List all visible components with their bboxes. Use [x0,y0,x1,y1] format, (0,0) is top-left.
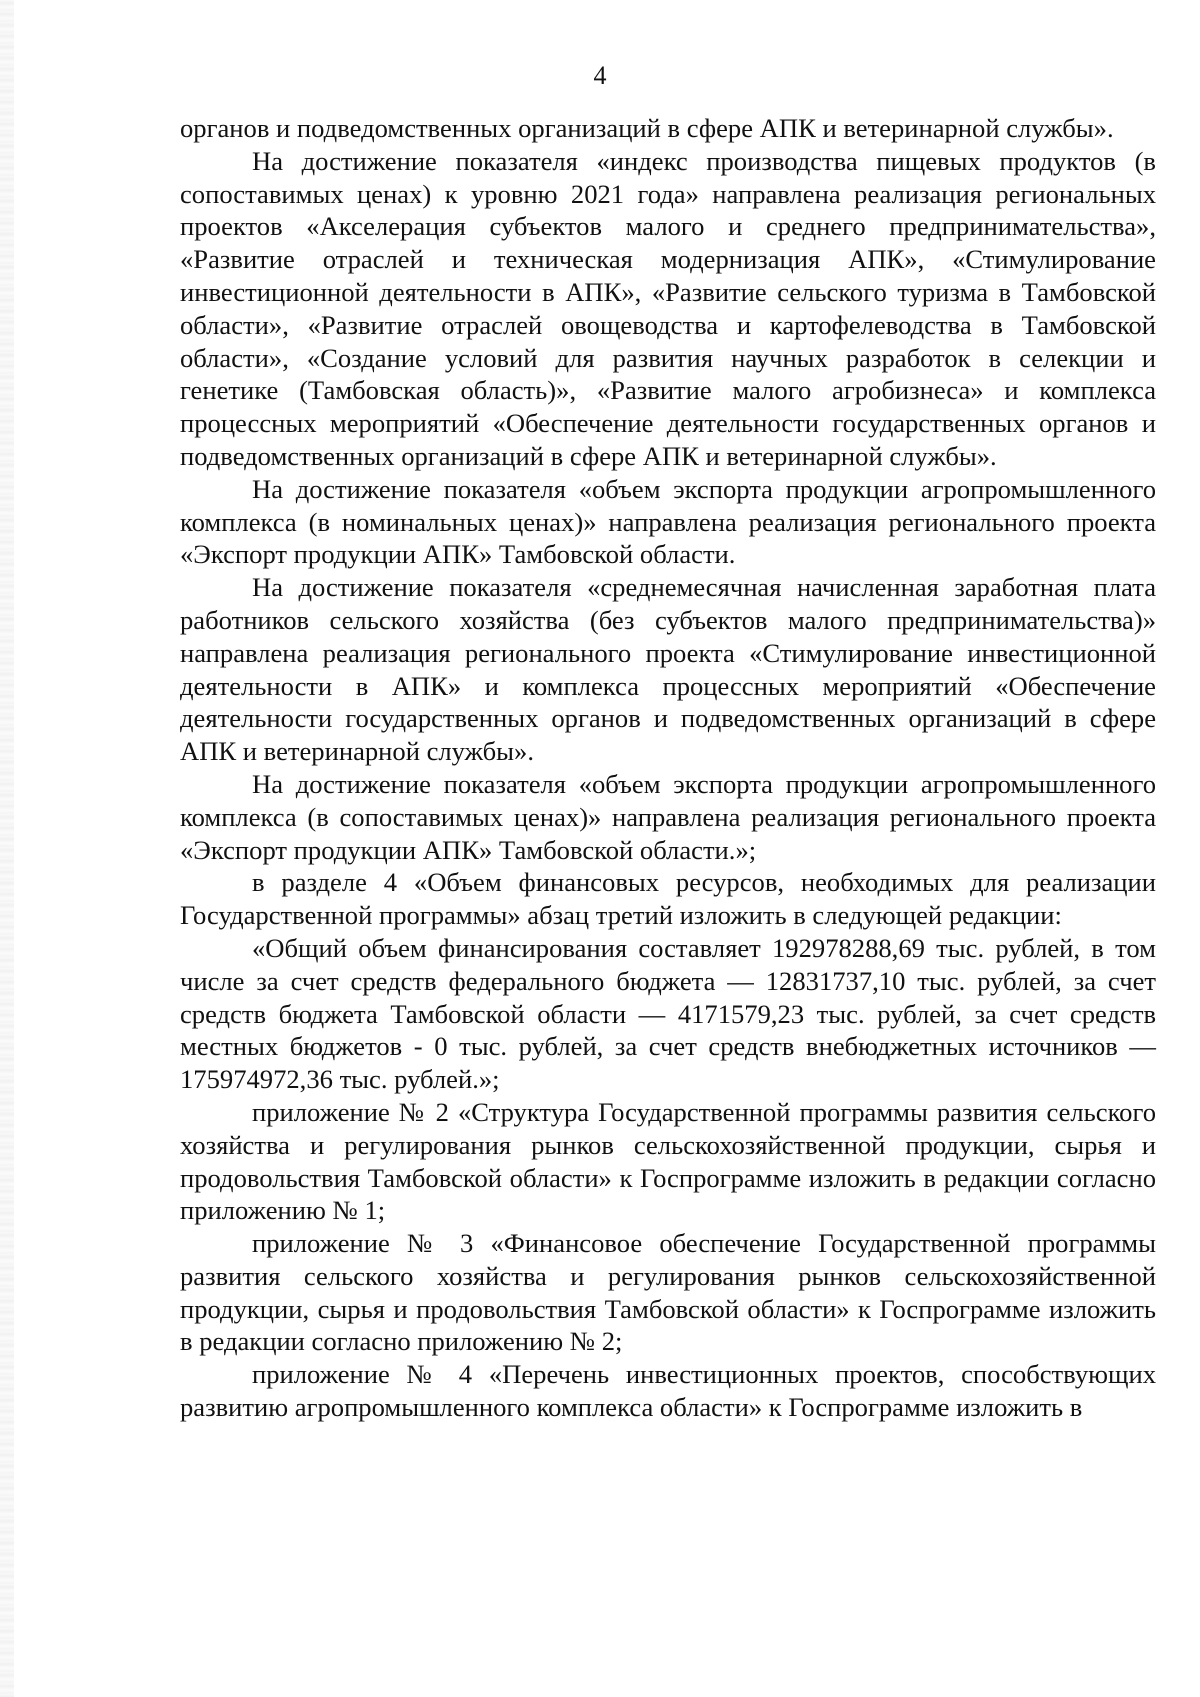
paragraph-3: На достижение показателя «объем экспорта продукции агропромышленного комплекса (в номинальных ценах)» направлена реализация регионального проекта «Экспорт продукции АПК» Тамбовской области. [180,473,1156,570]
paragraph-7: «Общий объем финансирования составляет 192978288,69 тыс. рублей, в том числе за счет средств федерального бюджета — 12831737,10 тыс. рублей, за счет средств бюджета Тамбовской области — 4171579,23 тыс. рублей, за счет средств местных бюджетов - 0 тыс. рублей, за счет средств внебюджетных источников — 175974972,36 тыс. рублей.»; [180,932,1156,1095]
paragraph-8: приложение № 2 «Структура Государственной программы развития сельского хозяйства и регулирования рынков сельскохозяйственной продукции, сырья и продовольствия Тамбовской области» к Госпрограмме изложить в редакции согласно приложению № 1; [180,1096,1156,1226]
document-body [180,112,1156,1424]
paragraph-2: На достижение показателя «индекс производства пищевых продуктов (в сопоставимых ценах) к уровню 2021 года» направлена реализация региональных проектов «Акселерация субъектов малого и среднего предпринимательства», «Развитие отраслей и техническая модернизация АПК», «Стимулирование инвестиционной деятельности в АПК», «Развитие сельского туризма в Тамбовской области», «Развитие отраслей овощеводства и картофелеводства в Тамбовской области», «Создание условий для развития научных разработок в селекции и генетике (Тамбовская область)», «Развитие малого агробизнеса» и комплекса процессных мероприятий «Обеспечение деятельности государственных органов и подведомственных организаций в сфере АПК и ветеринарной службы». [180,145,1156,471]
page-number: 4 [593,61,607,90]
paragraph-5: На достижение показателя «объем экспорта продукции агропромышленного комплекса (в сопоставимых ценах)» направлена реализация регионального проекта «Экспорт продукции АПК» Тамбовской области.»; [180,768,1156,865]
paragraph-9: приложение № 3 «Финансовое обеспечение Государственной программы развития сельского хозяйства и регулирования рынков сельскохозяйственной продукции, сырья и продовольствия Тамбовской области» к Госпрограмме изложить в редакции согласно приложению № 2; [180,1228,1156,1357]
scan-edge-shadow [0,0,14,1697]
paragraph-1: органов и подведомственных организаций в сфере АПК и ветеринарной службы». [180,113,1114,143]
paragraph-10: приложение № 4 «Перечень инвестиционных проектов, способствующих развитию агропромышленного комплекса области» к Госпрограмме изложить в [180,1359,1156,1423]
paragraph-4: На достижение показателя «среднемесячная начисленная заработная плата работников сельского хозяйства (без субъектов малого предпринимательства)» направлена реализация регионального проекта «Стимулирование инвестиционной деятельности в АПК» и комплекса процессных мероприятий «Обеспечение деятельности государственных органов и подведомственных организаций в сфере АПК и ветеринарной службы». [180,572,1156,767]
paragraph-6: в разделе 4 «Объем финансовых ресурсов, необходимых для реализации Государственной программы» абзац третий изложить в следующей редакции: [180,867,1156,931]
